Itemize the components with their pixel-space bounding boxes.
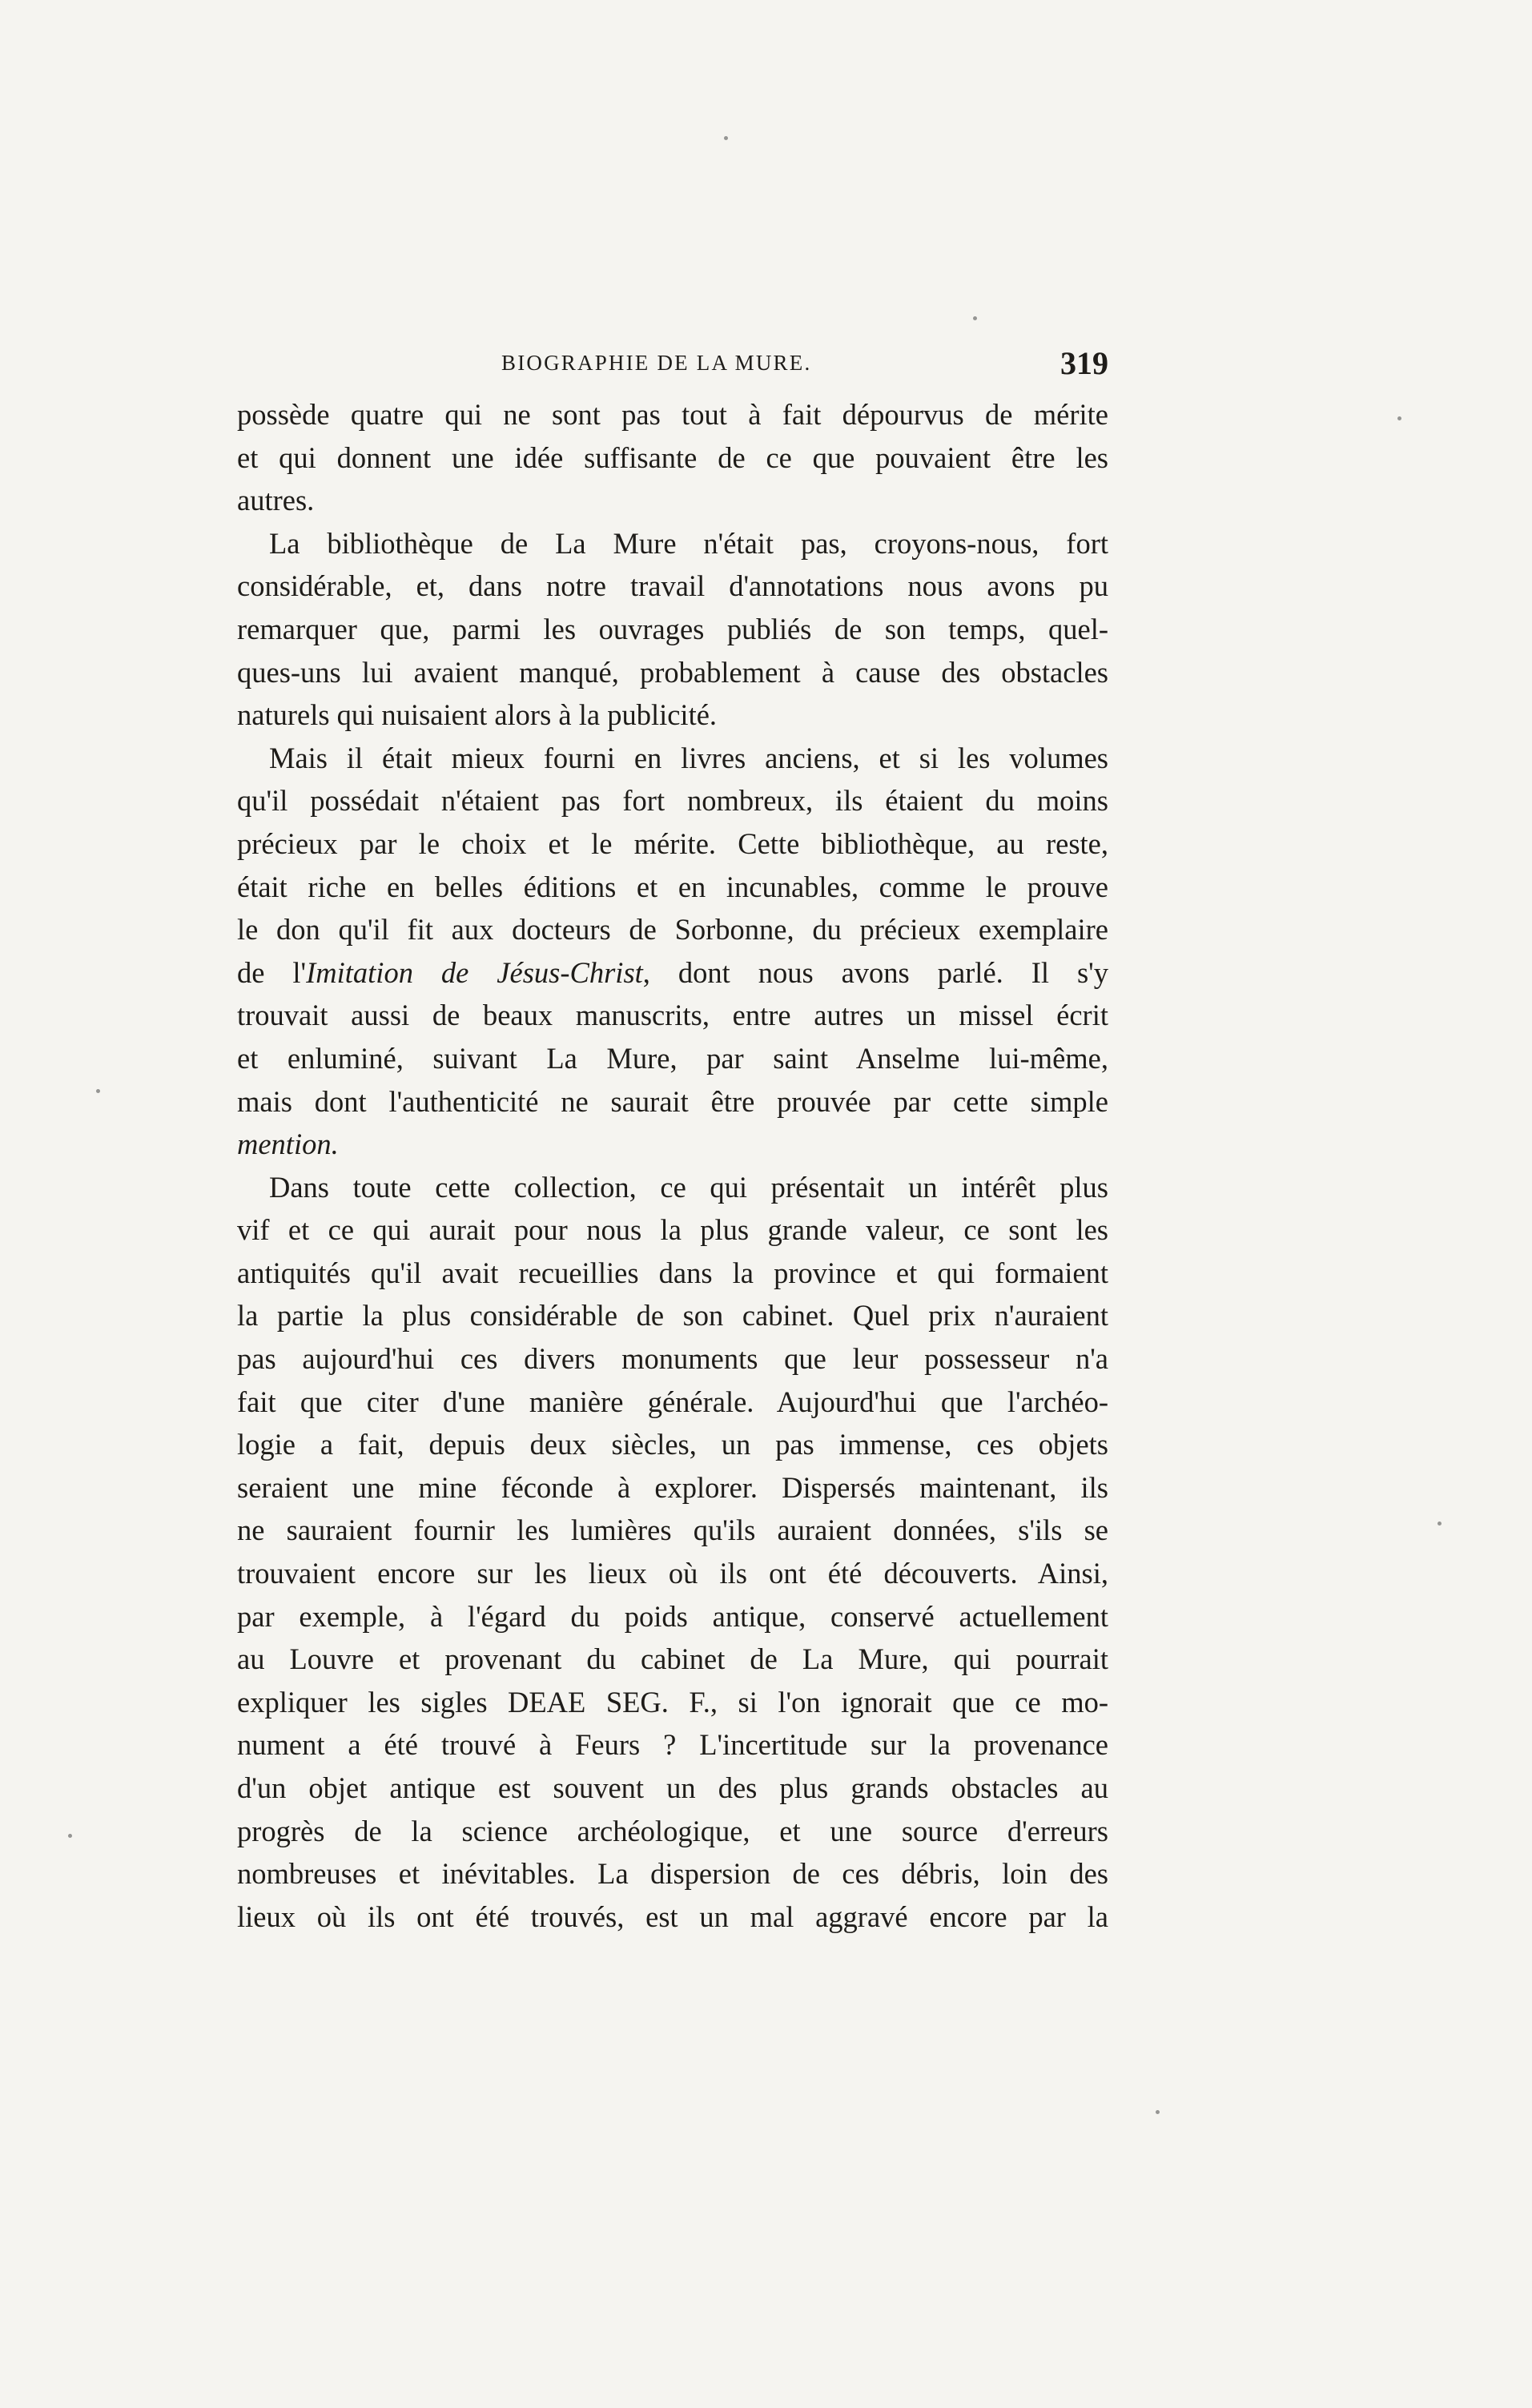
paper-speck [724, 136, 728, 140]
text-line: Dans toute cette collection, ce qui présentait un intérêt plus [269, 1170, 1108, 1204]
body-text [237, 393, 1108, 1938]
text-line: La bibliothèque de La Mure n'était pas, croyons-nous, fort [269, 526, 1108, 560]
text-line: logie a fait, depuis deux siècles, un pas immense, ces objets [237, 1428, 1108, 1461]
text-line: naturels qui nuisaient alors à la publicité. [237, 698, 718, 732]
text-line: ne sauraient fournir les lumières qu'ils auraient données, s'ils se [237, 1514, 1108, 1547]
text-line: par exemple, à l'égard du poids antique, conservé actuellement [237, 1599, 1108, 1633]
text-line: remarquer que, parmi les ouvrages publiés de son temps, quel- [237, 612, 1108, 645]
text-line: progrès de la science archéologique, et une source d'erreurs [237, 1814, 1108, 1847]
text-line: pas aujourd'hui ces divers monuments que leur possesseur n'a [237, 1342, 1108, 1376]
text-line: nument a été trouvé à Feurs ? L'incertitude sur la provenance [237, 1728, 1108, 1762]
paper-speck [1438, 1522, 1442, 1526]
paper-speck [973, 316, 977, 320]
paper-speck [68, 1834, 72, 1838]
text-line: fait que citer d'une manière générale. Aujourd'hui que l'archéo- [237, 1385, 1108, 1418]
text-line: seraient une mine féconde à explorer. Dispersés maintenant, ils [237, 1470, 1108, 1504]
text-line: autres. [237, 484, 315, 517]
text-line: mention. [237, 1128, 339, 1161]
text-line: d'un objet antique est souvent un des plus grands obstacles au [237, 1771, 1108, 1804]
text-line: était riche en belles éditions et en incunables, comme le prouve [237, 870, 1108, 903]
text-line: qu'il possédait n'étaient pas fort nombreux, ils étaient du moins [237, 784, 1108, 818]
text-line: vif et ce qui aurait pour nous la plus grande valeur, ce sont les [237, 1213, 1108, 1247]
text-line: ques-uns lui avaient manqué, probablement à cause des obstacles [237, 655, 1108, 689]
running-title: BIOGRAPHIE DE LA MURE. [501, 351, 812, 375]
text-fragment: de l' [237, 955, 307, 989]
text-line: possède quatre qui ne sont pas tout à fait dépourvus de mérite [237, 398, 1108, 431]
text-line: Mais il était mieux fourni en livres anciens, et si les volumes [269, 741, 1108, 774]
text-line: au Louvre et provenant du cabinet de La Mure, qui pourrait [237, 1642, 1108, 1676]
text-line: le don qu'il fit aux docteurs de Sorbonne, du précieux exemplaire [237, 913, 1108, 947]
text-line: et qui donnent une idée suffisante de ce que pouvaient être les [237, 440, 1108, 474]
text-line: et enluminé, suivant La Mure, par saint Anselme lui-même, [237, 1041, 1108, 1075]
paper-speck [96, 1089, 100, 1093]
running-head [237, 344, 1108, 392]
page-number: 319 [1060, 345, 1108, 381]
paper-speck [1397, 416, 1401, 420]
text-line: trouvait aussi de beaux manuscrits, entre autres un missel écrit [237, 999, 1108, 1032]
text-line: antiquités qu'il avait recueillies dans la province et qui formaient [237, 1256, 1108, 1289]
text-line: lieux où ils ont été trouvés, est un mal aggravé encore par la [237, 1899, 1108, 1933]
text-line: expliquer les sigles DEAE SEG. F., si l'on ignorait que ce mo- [237, 1685, 1108, 1719]
text-line: la partie la plus considérable de son cabinet. Quel prix n'auraient [237, 1299, 1108, 1333]
book-title-italic: Imitation de Jésus-Christ [306, 955, 643, 989]
text-line: précieux par le choix et le mérite. Cette bibliothèque, au reste, [237, 826, 1108, 860]
text-line: mais dont l'authenticité ne saurait être prouvée par cette simple [237, 1084, 1108, 1118]
text-line: considérable, et, dans notre travail d'annotations nous avons pu [237, 569, 1108, 603]
paper-speck [1156, 2110, 1160, 2114]
text-line: nombreuses et inévitables. La dispersion de ces débris, loin des [237, 1857, 1108, 1891]
text-fragment: , dont nous avons parlé. Il s'y [642, 955, 1108, 989]
text-line-imitation [237, 951, 1108, 995]
text-line: trouvaient encore sur les lieux où ils ont été découverts. Ainsi, [237, 1557, 1108, 1590]
